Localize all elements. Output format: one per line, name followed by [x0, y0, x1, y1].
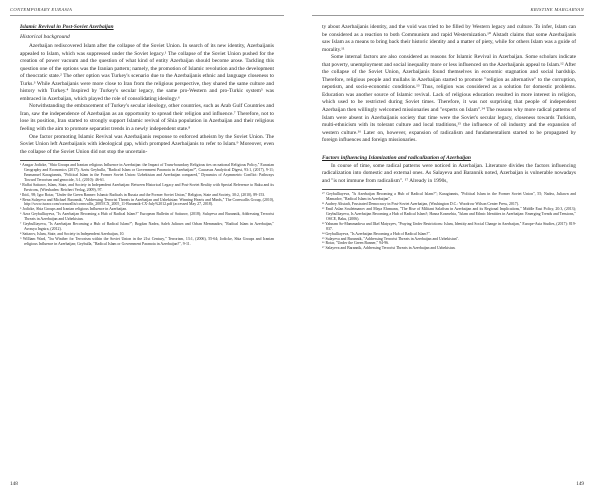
footnote: ¹⁷ Salayeva and Barannik, Addressing Terrorist Threats in Azerbaijan and Uzbekistan.: [322, 246, 456, 251]
body-paragraph: In course of time, some radical patterns were noticed in Azerbaijan. Literature divides the factors influencing radicalization into domestic and external ones. As Salayeva and Barannik noted, Azerbaijan is vulnerable nowadays and "is not immune from radicalism". ¹⁷ Already in 1990s,: [322, 162, 576, 184]
footnote: ¹³ Yahnam So-Mammadova and Ilkel Matyzyev, "Praying Under Restrictions: Islam, Identity and Social Change in Azerbaijan," Europe-Asia Studies, (2017): 819-837.: [322, 221, 576, 231]
section-title: Factors influencing Islamization and radicalization of Azerbaijan: [322, 154, 471, 161]
right-text-column: [322, 24, 576, 251]
footnote: ⁷ Geybulliayeva, "Is Azerbaijan Becoming a Hub of Radical Islam?"; Bogdan Nadea, Saleh Juliawn and Orhan Memmadov, "Radical Islam in Azerbaijan," Avrasya Ingstra, (2012).: [20, 222, 274, 231]
section-title: Islamic Revival in Post-Soviet Azerbaijan: [20, 24, 114, 30]
footnote-rule: [322, 189, 382, 190]
page-number-right: 149: [576, 481, 584, 487]
header-rule-left: [10, 15, 284, 16]
footnote: ¹¹ Audrey Altstadt, Frustrated Democracy in Post-Soviet Azerbaijan, (Washington D.C.: Woodrow Wilson Center Press, 2017).: [322, 202, 519, 207]
footnote: ⁵ Jodicke, Shia Groups and Iranian religious Influence in Azerbaijan.: [20, 207, 128, 212]
subsection-title: Historical background: [20, 34, 70, 40]
footnote: ² Raffai Sattarov, Islam, State, and Society in Independent Azerbaijan: Between Historical Legacy and Post-Soviet Reality with Special Reference to Baku and its Environs, (Wiesbaden: Reichert Verlag, 2009), 97.: [20, 182, 274, 192]
footnote: ¹² Emil Aslan Souleimanov and Maya Ehrmann, "The Rise of Militant Salafism in Azerbaijan and its Regional Implications," Middle East Policy, 20:3, (2013); Geybulliayeva, Is Azerbaijan Becoming a Hub of Radical Islam?; Hasna Kosmehia, "Islam and Ethnic Identities in Azerbaijan: Emerging Trends and Tensions," OSCE, Baku, (2006).: [322, 207, 576, 221]
page-number-left: 148: [10, 481, 18, 487]
footnote: ⁸ Sattarov, Islam, State, and Society in Independent Azerbaijan, 10.: [20, 231, 125, 236]
footnote: ¹ Ansgar Jodicke, "Shia Groups and Iranian religious Influence in Azerbaijan: the Impact of Trans-boundary Religious ties on national Religious Policy," Eurasian Geography and Economics (2017); Azriu Geybulla, "Radical Islam or Government Paranoia in Azerbaijan?", Caucasus Analytical Digest, 93:1, (2017), 9-11; Emmanuel Karagiannis, "Political Islam in the Former Soviet Union: Uzbekistan and Azerbaijan compared," Dynamics of Asymmetric Conflict: Pathways Toward Terrorism and genocide, 3:1, (2010): 46-61.: [20, 163, 274, 182]
body-paragraph: Azerbaijan rediscovered Islam after the collapse of the Soviet Union. In search of its new identity, Azerbaijanis appealed to Islam, which was suppressed under the Soviet legacy.¹ The collapse of the Soviet Union pushed for the creation of power vacuum and the question of what kind of entity Azerbaijan should become arose. Tackling this question one of the options was the Iranian pattern; namely, the promotion of Islamic revolution and the development of theocratic state.² The other option was Turkey's scenario due to the Azerbaijanis ethnic and language closeness to Turks.³ While Azerbaijanis were more close to Iran from the religious perspective, they shared the same culture and history with Turkey.⁴ Inspired by Turkey's secular legacy, the same pro-Western and pro-Turkic system⁵ was embraced in Azerbaijan, which played the role of consolidating ideology.⁶: [20, 43, 274, 102]
footnote: ⁴ Rena Sulayeva and Michael Barannik, "Addressing Terrorist Threats in Azerbaijan and Uzbekistan: Winning Hearts and Minds," The Cornwallis Group, (2010), http://www.israor.com/cornwallis/cornwallis_2005/CX_2005_11-Barannik-CX-July%2012.pdf (accessed May 27, 2018).: [20, 197, 274, 207]
running-head-right: KRISTINE MARGARYAN: [530, 7, 584, 12]
body-paragraph: Some internal factors are also considered as reasons for Islamic Revival in Azerbaijan. Some scholars indicate that poverty, unemployment and social inequality more or less influenced on the Azerbaijanis appeal to Islam.¹² After the collapse of the Soviet Union, Azerbaijanis found themselves in economic stagnation and social hardship. Therefore, religious people and mullahs in Azerbaijan started to promote "religion as alternative" to the corruption, nepotism, and socio-economic conditions.¹³ Thus, religion was considered as a solution for domestic problems. Education was another source of Islamic revival. Lack of religious education resulted in more interest in religion, which used to be restricted during Soviet times. Therefore, it was not surprising that people of independent Azerbaijan then willingly welcomed missionaries and "experts on Islam".¹⁴ The reasons why more radical patterns of Islam were absent in Azerbaijanis society that time were the Soviet's secular legacy, closeness towards Turkism, multi-ethnicism with its tolerant culture and local traditions,¹⁵ the influence of oil industry and the expansion of western culture.¹⁶ Later on, however, expansion of radicalism and fundamentalism started to be propagated by foreign influences and foreign missionaries.: [322, 54, 576, 144]
footnote: ³ Ibid., 98; Igor Rotar, "Under the Green Banner: Islamic Radicals in Russia and the Former Soviet Union," Religion, State and Society, 30:2, (2010), 89-153.: [20, 192, 266, 197]
body-paragraph: Notwithstanding the embracement of Turkey's secular ideology, other countries, such as Arab Gulf Countries and Iran, saw the independence of Azerbaijan as an opportunity to spread their religion and influence.⁷ Therefore, not to lose its position, Iran started to strongly support Islamic revival of Shia population in Azerbaijan and their religious feeling with the aim to promote separatist trends in a newly independent state.⁸: [20, 103, 274, 133]
footnote: ¹⁰ Geybulliayeva, "Is Azerbaijan Becoming a Hub of Radical Islam?"; Karagiannis, "Political Islam in the Former Soviet Union", 55; Nadea, Juliawn and Mamadov, "Radical Islam in Azerbaijan".: [322, 192, 576, 202]
header-rule-right: [312, 15, 584, 16]
footnote: ⁹ William Ward, "Ira Winther for Terrorism within the Soviet Union in the 21st Century," Terrorism, 13:1, (2006), 55-64; Jodicke, Shia Groups and Iranian religious Influence in Azerbaijan; Geybulla, "Radical Islam or Government Paranoia in Azerbaijan?", 9-11.: [20, 236, 274, 246]
footnotes-left: [20, 163, 274, 246]
footnote: ¹⁴ Geybulliayeva, "Is Azerbaijan Becoming a Hub of Radical Islam?".: [322, 231, 431, 236]
footnote-rule: [20, 160, 80, 161]
body-paragraph: One factor promoting Islamic Revival was Azerbaijanis response to enforced atheism by the Soviet Union. The Soviet Union left Azerbaijanis with ideological gap, which prompted Azerbaijanis to refer to Islam.⁹ Moreover, even the collapse of the Soviet Union did not stop the uncertain-: [20, 133, 274, 155]
right-page: [300, 0, 600, 499]
running-head-left: CONTEMPORARY EURASIA: [10, 7, 73, 12]
body-paragraph: ty about Azerbaijanis identity, and the void was tried to be filled by Western legacy and culture. To infer, Islam can be considered as a reaction to both Communism and rapid Westernization.¹⁰ Alstadt claims that some Azerbaijanis saw Islam as a means to bring back their historic identity and a matter of piety, while for others Islam was a guide of morality.¹¹: [322, 24, 576, 53]
footnote: ⁶ Azra Geybulliayeva, "Is Azerbaijan Becoming a Hub of Radical Islam?" European Bulletin of Sattarov, (2018); Sulayeva and Barannik, Addressing Terrorist Threats in Azerbaijan and Uzbekistan.: [20, 212, 274, 222]
footnote: ¹⁵ Sulayeva and Barannik, "Addressing Terrorist Threats in Azerbaijan and Uzbekistan".: [322, 236, 460, 241]
footnotes-right: [322, 192, 576, 251]
left-text-column: [20, 24, 274, 247]
footnote: ¹⁶ Rotar, "Under the Green Banner," 94-96.: [322, 241, 390, 246]
